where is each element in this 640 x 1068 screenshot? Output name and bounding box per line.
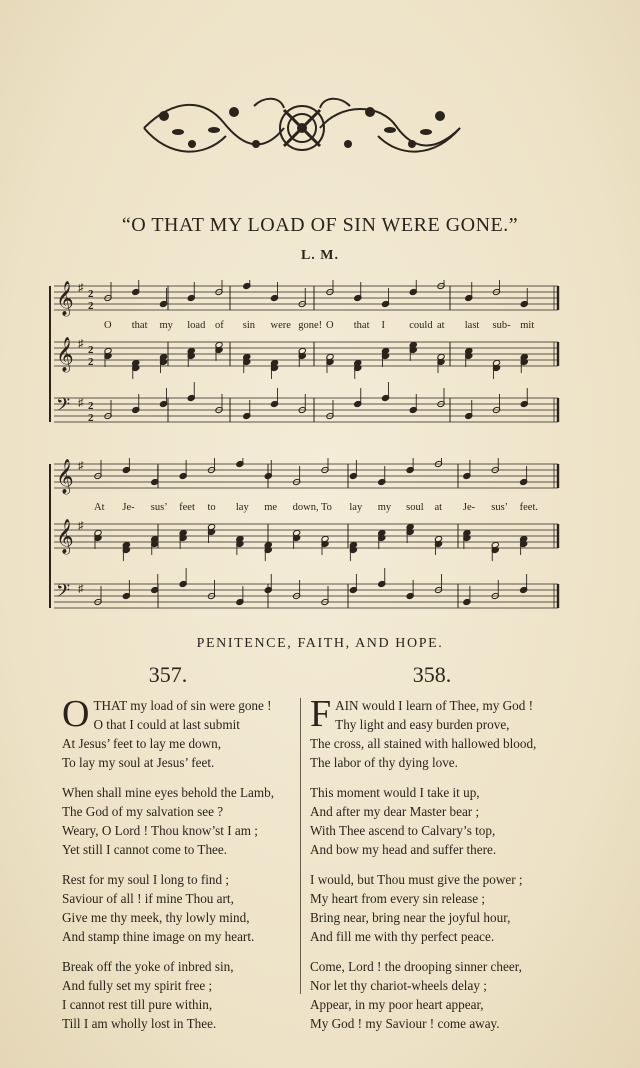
hymn-number-357: 357. xyxy=(148,662,188,687)
sharp-icon: ♯ xyxy=(78,397,84,409)
verse-line: Rest for my soul I long to find ; xyxy=(62,872,230,887)
verse-line: At Jesus’ feet to lay me down, xyxy=(62,736,222,751)
verse-line: And bow my head and suffer there. xyxy=(310,842,497,857)
lyric-syllable: I xyxy=(381,320,385,331)
staff-system-2 xyxy=(48,458,564,618)
stanza xyxy=(310,693,560,772)
lyric-syllable: lay xyxy=(349,502,363,513)
lyric-syllable: at xyxy=(434,502,443,513)
verse-line: Yet still I cannot come to Thee. xyxy=(62,842,228,857)
verse-line: And after my dear Master bear ; xyxy=(310,804,480,819)
hymn-357-text xyxy=(62,693,312,1044)
sharp-icon: ♯ xyxy=(78,338,84,350)
verse-line: The labor of thy dying love. xyxy=(310,755,458,770)
treble-clef-icon: 𝄞 xyxy=(56,337,74,372)
floral-ornament-icon xyxy=(134,88,470,168)
verse-line: Weary, O Lord ! Thou know’st I am ; xyxy=(62,823,258,838)
verse-line: The cross, all stained with hallowed blood, xyxy=(310,736,537,751)
lyric-syllable: O xyxy=(104,320,112,331)
stanza xyxy=(62,957,312,1033)
verse-line: My heart from every sin release ; xyxy=(310,891,486,906)
verse-line: Come, Lord ! the drooping sinner cheer, xyxy=(310,959,522,974)
stanza xyxy=(62,783,312,859)
verse-line: The God of my salvation see ? xyxy=(62,804,224,819)
music-system-2 xyxy=(48,458,564,618)
verse-line: Break off the yoke of inbred sin, xyxy=(62,959,234,974)
time-signature: 2 xyxy=(88,356,94,368)
lyric-syllable: load xyxy=(187,320,206,331)
bass-clef-icon: 𝄢 xyxy=(56,581,71,606)
lyric-syllable: last xyxy=(464,320,480,331)
sharp-icon: ♯ xyxy=(78,282,84,294)
lyric-syllable: Je- xyxy=(462,502,476,513)
lyric-syllable: sus’ xyxy=(491,502,509,513)
lyric-syllable: sus’ xyxy=(150,502,168,513)
tune-title: “O THAT MY LOAD OF SIN WERE GONE.” xyxy=(121,214,519,236)
lyric-syllable: that xyxy=(353,320,370,331)
stanza xyxy=(62,693,312,772)
verse-line: This moment would I take it up, xyxy=(310,785,480,800)
stanza xyxy=(310,783,560,859)
staff-system-1 xyxy=(48,280,564,430)
verse-line: Thy light and easy burden prove, xyxy=(335,717,510,732)
lyric-syllable: sin xyxy=(242,320,256,331)
treble-clef-icon: 𝄞 xyxy=(56,459,74,494)
lyric-syllable: to xyxy=(207,502,216,513)
verse-line: I cannot rest till pure within, xyxy=(62,997,213,1012)
lyric-syllable: were xyxy=(270,320,291,331)
verse-line: Nor let thy chariot-wheels delay ; xyxy=(310,978,487,993)
verse-line: And fill me with thy perfect peace. xyxy=(310,929,495,944)
verse-line: When shall mine eyes behold the Lamb, xyxy=(62,785,275,800)
stanza xyxy=(310,957,560,1033)
verse-line: I would, but Thou must give the power ; xyxy=(310,872,523,887)
verse-line: Saviour of all ! if mine Thou art, xyxy=(62,891,234,906)
lyric-syllable: could xyxy=(409,320,433,331)
stanza xyxy=(310,870,560,946)
sharp-icon: ♯ xyxy=(78,520,84,532)
lyric-syllable: soul xyxy=(406,502,424,513)
hymn-358-text xyxy=(310,693,560,1044)
time-signature: 2 xyxy=(88,288,94,300)
bass-clef-icon: 𝄢 xyxy=(56,395,71,420)
verse-line: Bring near, bring near the joyful hour, xyxy=(310,910,511,925)
hymn-number-358: 358. xyxy=(412,662,452,687)
music-system-1 xyxy=(48,280,564,430)
time-signature: 2 xyxy=(88,300,94,312)
treble-clef-icon: 𝄞 xyxy=(56,519,74,554)
lyric-syllable: feet xyxy=(179,502,195,513)
lyric-syllable: O xyxy=(326,320,334,331)
sharp-icon: ♯ xyxy=(78,460,84,472)
verse-line: My God ! my Saviour ! come away. xyxy=(310,1016,500,1031)
verse-line: Appear, in my poor heart appear, xyxy=(310,997,484,1012)
lyric-syllable: that xyxy=(131,320,148,331)
verse-line: THAT my load of sin were gone ! xyxy=(93,698,272,713)
lyric-syllable: down, xyxy=(292,502,319,513)
lyric-syllable: me xyxy=(264,502,278,513)
verse-line: Give me thy meek, thy lowly mind, xyxy=(62,910,250,925)
treble-clef-icon: 𝄞 xyxy=(56,281,74,316)
verse-line: AIN would I learn of Thee, my God ! xyxy=(335,698,534,713)
section-heading: PENITENCE, FAITH, AND HOPE. xyxy=(196,636,444,651)
time-signature: 2 xyxy=(88,400,94,412)
lyric-syllable: lay xyxy=(235,502,249,513)
lyric-syllable: my xyxy=(377,502,392,513)
verse-line: And fully set my spirit free ; xyxy=(62,978,213,993)
lyric-syllable: mit xyxy=(520,320,535,331)
lyric-syllable: feet. xyxy=(519,502,538,513)
lyric-syllable: of xyxy=(215,320,224,331)
tune-meter: L. M. xyxy=(300,248,340,263)
lyric-syllable: my xyxy=(159,320,173,331)
time-signature: 2 xyxy=(88,412,94,424)
verse-line: To lay my soul at Jesus’ feet. xyxy=(62,755,215,770)
stanza xyxy=(62,870,312,946)
verse-line: And stamp thine image on my heart. xyxy=(62,929,255,944)
verse-line: O that I could at last submit xyxy=(93,717,240,732)
lyric-syllable: To xyxy=(321,502,332,513)
drop-cap: O xyxy=(62,693,90,735)
lyric-syllable: At xyxy=(94,502,105,513)
lyric-syllable: Je- xyxy=(122,502,135,513)
verse-line: Till I am wholly lost in Thee. xyxy=(62,1016,217,1031)
sharp-icon: ♯ xyxy=(78,583,84,595)
lyric-syllable: sub- xyxy=(492,320,511,331)
lyric-syllable: gone! xyxy=(298,320,323,331)
lyric-syllable: at xyxy=(437,320,445,331)
drop-cap: F xyxy=(310,693,332,735)
verse-line: With Thee ascend to Calvary’s top, xyxy=(310,823,496,838)
time-signature: 2 xyxy=(88,344,94,356)
